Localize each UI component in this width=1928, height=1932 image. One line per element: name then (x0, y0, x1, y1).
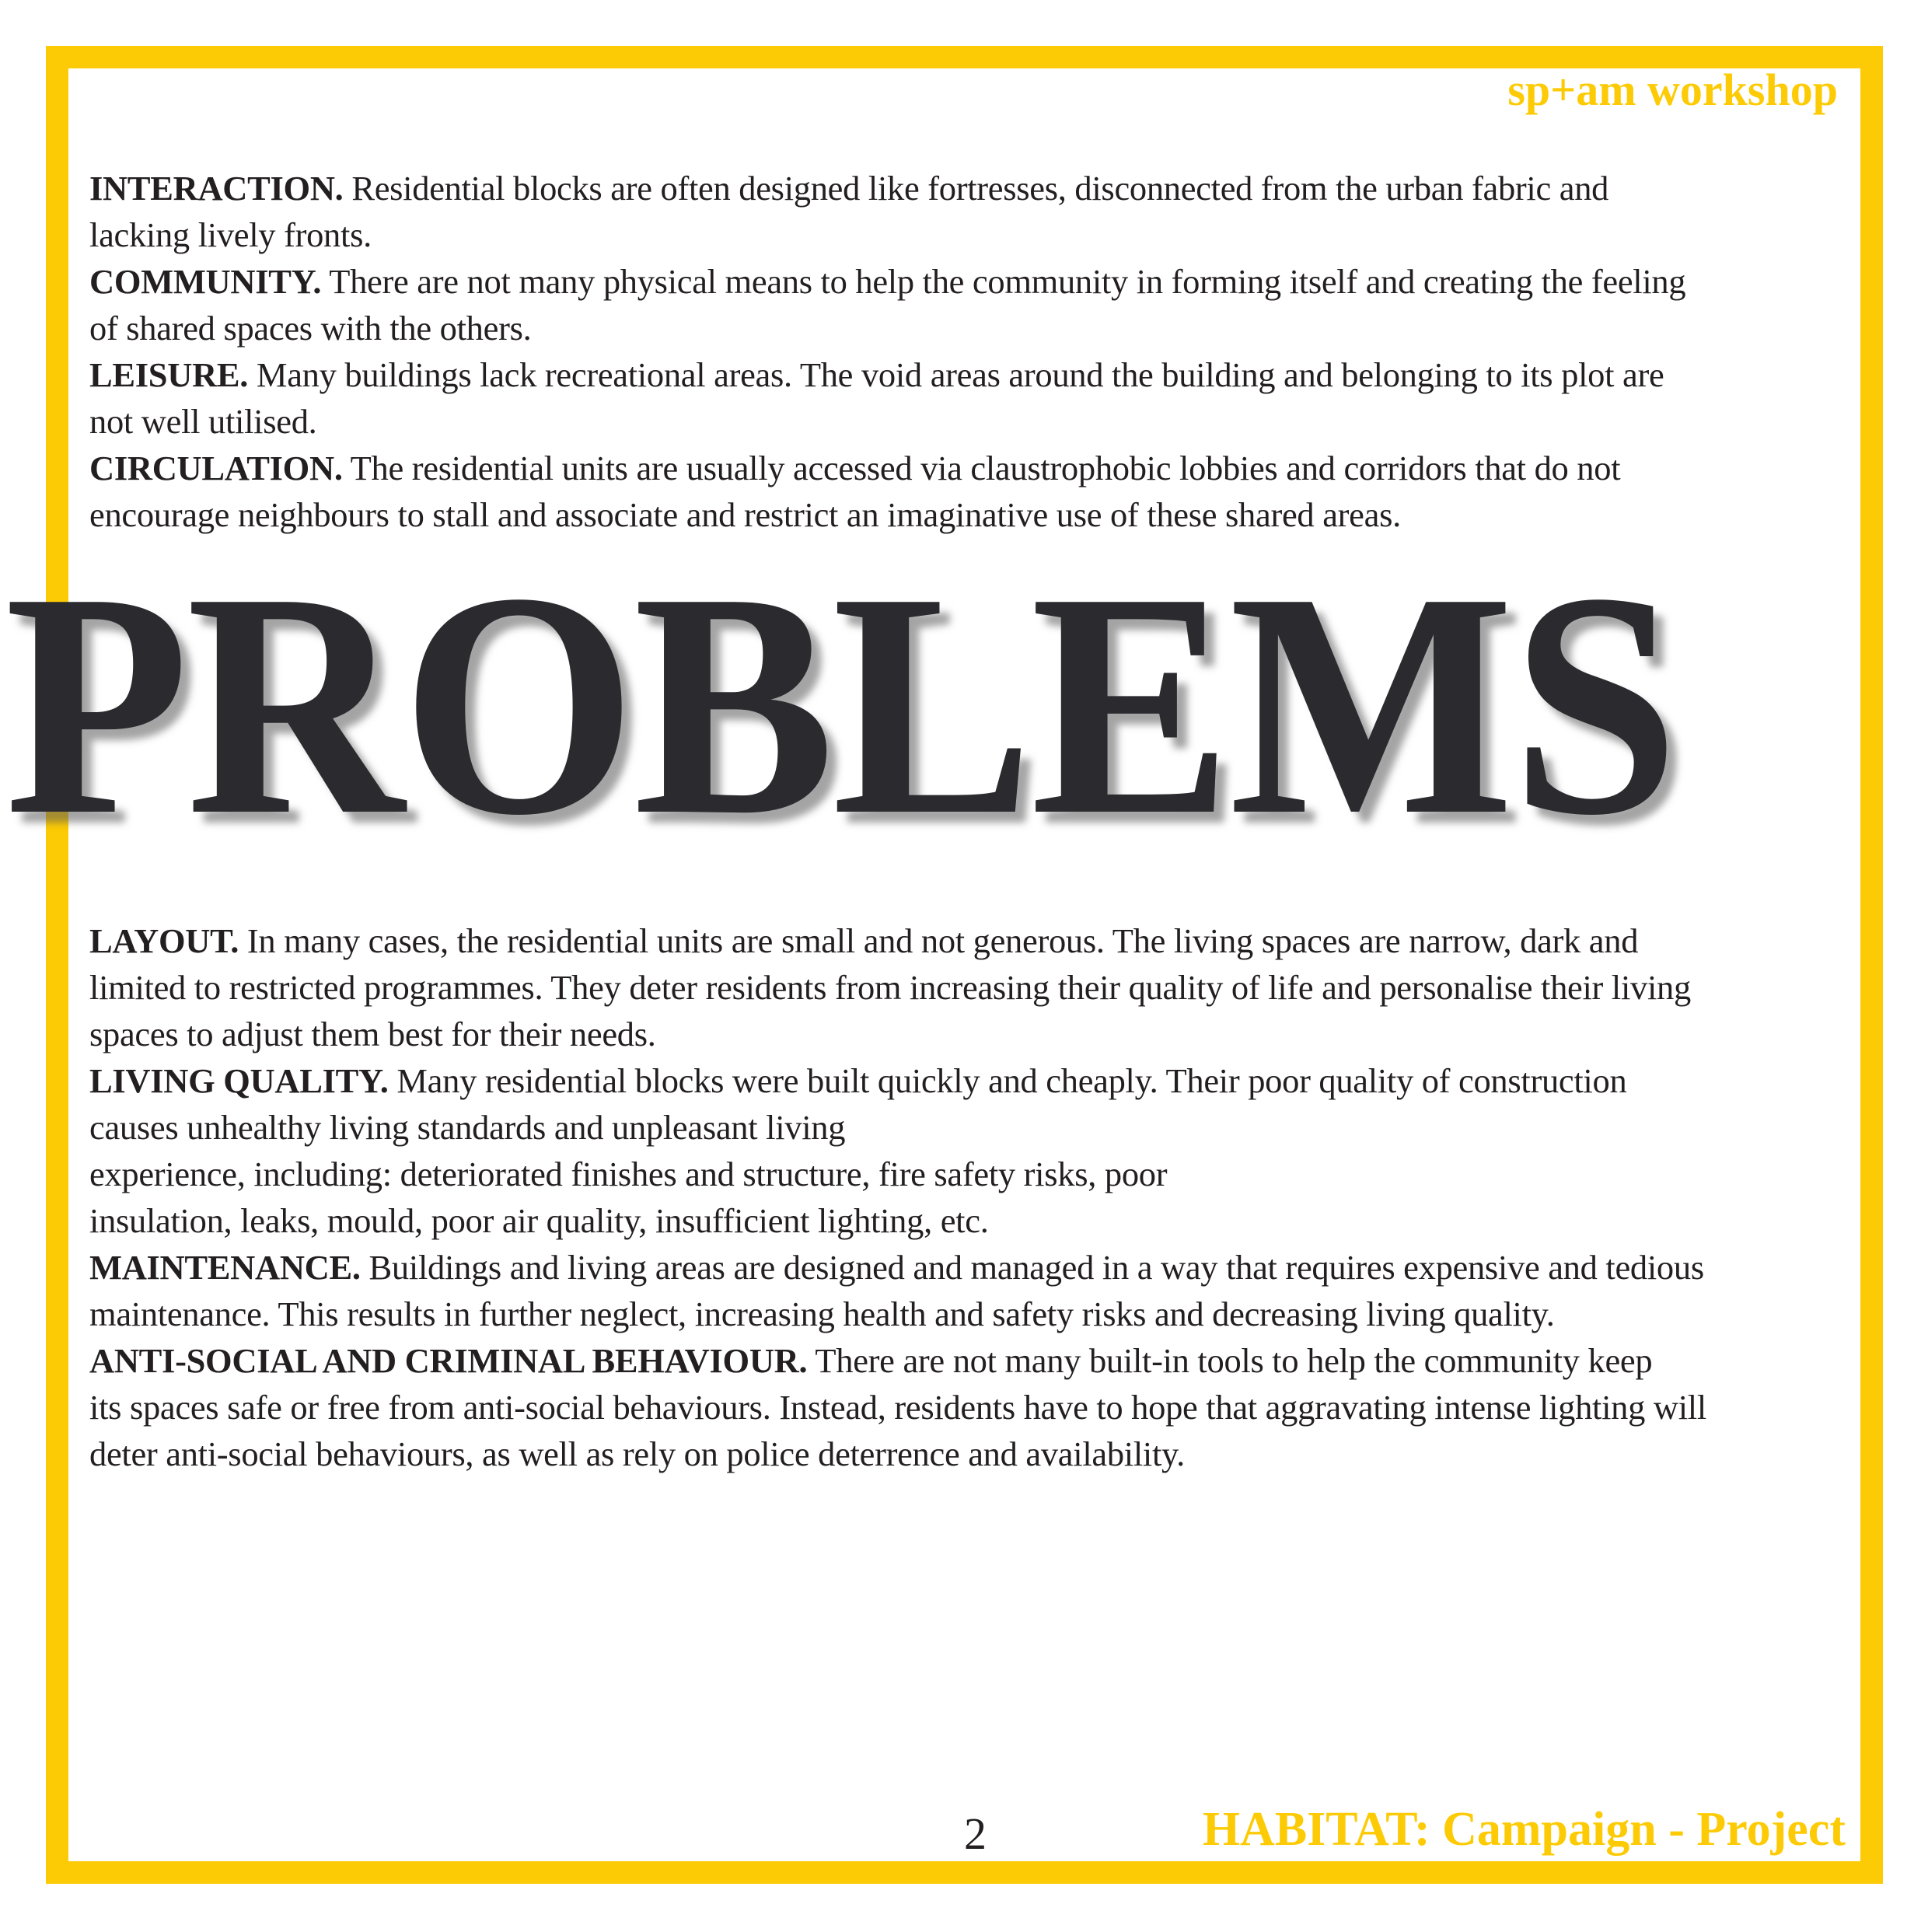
paragraph-line: Many residential blocks were built quickly and cheaply. Their poor quality of construction (388, 1061, 1627, 1100)
paragraph-lead: LIVING QUALITY. (89, 1061, 389, 1100)
paragraph-line: There are not many built-in tools to help the community keep (807, 1341, 1653, 1380)
paragraph-maintenance (89, 1244, 1839, 1337)
paragraph-leisure (89, 351, 1839, 445)
paragraph-lead: INTERACTION. (89, 169, 344, 208)
paragraph-line: of shared spaces with the others. (89, 309, 532, 348)
header-brand: sp+am workshop (1507, 65, 1838, 115)
paragraph-layout (89, 917, 1839, 1057)
footer-title: HABITAT: Campaign - Project (1202, 1803, 1846, 1856)
paragraph-line: not well utilised. (89, 402, 317, 441)
paragraph-line: causes unhealthy living standards and unpleasant living (89, 1108, 846, 1147)
paragraph-lead: CIRCULATION. (89, 449, 343, 487)
paragraph-line: Residential blocks are often designed like fortresses, disconnected from the urban fabric and (343, 169, 1609, 208)
page-number: 2 (964, 1808, 987, 1859)
paragraph-line: In many cases, the residential units are small and not generous. The living spaces are narrow, dark and (239, 921, 1639, 960)
detail-text-block (89, 917, 1839, 1477)
paragraph-circulation (89, 445, 1839, 538)
paragraph-line: maintenance. This results in further neglect, increasing health and safety risks and decreasing living quality. (89, 1294, 1555, 1333)
paragraph-line: The residential units are usually accessed via claustrophobic lobbies and corridors that do not (342, 449, 1621, 487)
paragraph-line: experience, including: deteriorated finishes and structure, fire safety risks, poor (89, 1155, 1168, 1193)
paragraph-interaction (89, 165, 1839, 258)
paragraph-line: its spaces safe or free from anti-social behaviours. Instead, residents have to hope that aggravating intense lighting will (89, 1388, 1706, 1427)
paragraph-line: Buildings and living areas are designed and managed in a way that requires expensive and tedious (360, 1248, 1704, 1287)
paragraph-anti-social (89, 1337, 1839, 1477)
paragraph-line: insulation, leaks, mould, poor air quality, insufficient lighting, etc. (89, 1201, 989, 1240)
paragraph-lead: ANTI-SOCIAL AND CRIMINAL BEHAVIOUR. (89, 1341, 808, 1380)
paragraph-living-quality (89, 1057, 1839, 1244)
paragraph-lead: MAINTENANCE. (89, 1248, 361, 1287)
paragraph-line: There are not many physical means to help the community in forming itself and creating the feeling (321, 262, 1686, 301)
paragraph-community (89, 258, 1839, 351)
paragraph-line: Many buildings lack recreational areas. The void areas around the building and belonging to its plot are (248, 355, 1664, 394)
paragraph-line: spaces to adjust them best for their needs. (89, 1015, 656, 1053)
paragraph-line: deter anti-social behaviours, as well as rely on police deterrence and availability. (89, 1434, 1185, 1473)
paragraph-line: encourage neighbours to stall and associate and restrict an imaginative use of these shared areas. (89, 495, 1401, 534)
paragraph-line: lacking lively fronts. (89, 215, 372, 254)
paragraph-line: limited to restricted programmes. They deter residents from increasing their quality of life and personalise their living (89, 968, 1691, 1007)
paragraph-lead: LAYOUT. (89, 921, 239, 960)
paragraph-lead: COMMUNITY. (89, 262, 322, 301)
intro-text-block (89, 165, 1839, 538)
hero-title: PROBLEMS (5, 527, 1677, 882)
paragraph-lead: LEISURE. (89, 355, 249, 394)
